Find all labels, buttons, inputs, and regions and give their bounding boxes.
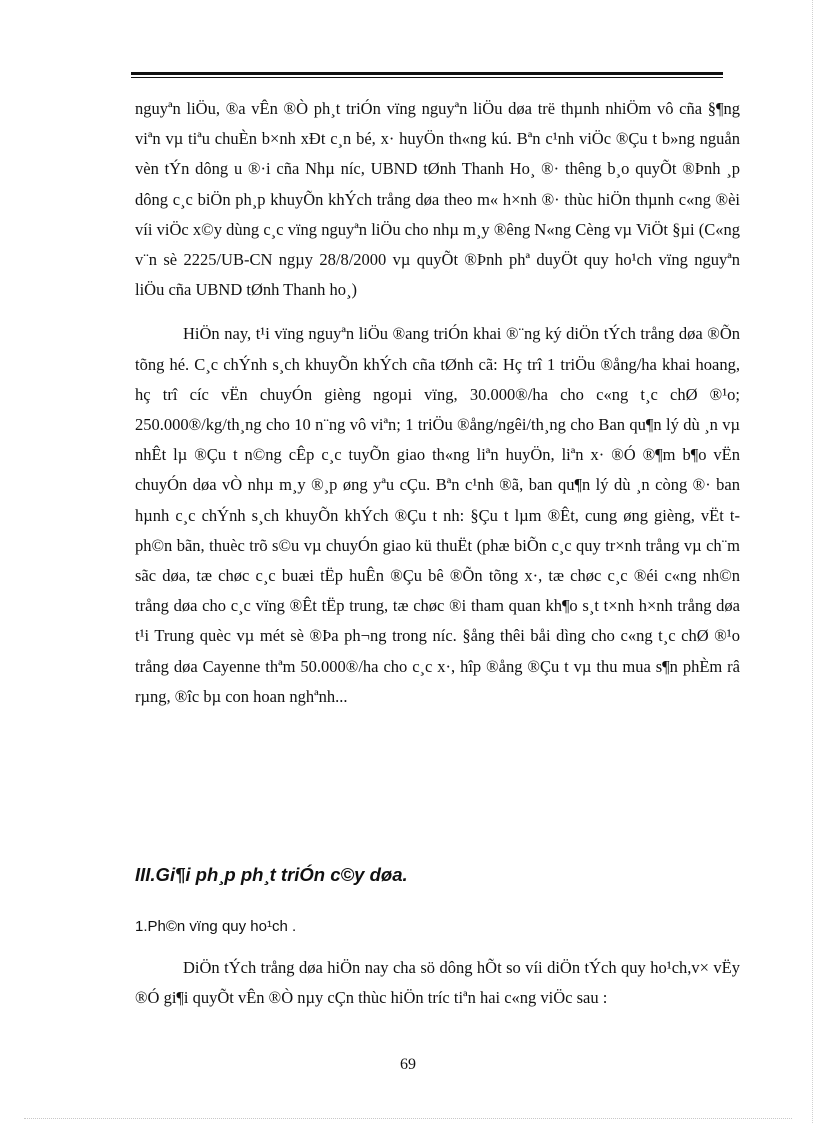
header-rule-thin xyxy=(131,77,723,78)
page-edge-divider xyxy=(812,0,813,1123)
subsection-heading: 1.Ph©n vïng quy ho¹ch . xyxy=(135,918,297,935)
paragraph-3: DiÖn tÝch trång døa hiÖn nay cha sö dông hÕt so víi diÖn tÝch quy ho¹ch,v× vËy ®Ó gi¶i quyÕt vÊn ®Ò nµy cÇn thùc hiÖn tríc tiªn hai c«ng viÖc sau : xyxy=(135,958,740,1008)
section-heading: III.Gi¶i ph¸p ph¸t triÓn c©y døa. xyxy=(135,864,408,885)
paragraph-2: HiÖn nay, t¹i vïng nguyªn liÖu ®ang triÓn khai ®¨ng ký diÖn tÝch trång døa ®Õn tõng hé. C¸c chÝnh s¸ch khuyÕn khÝch cña tØnh cã: Hç trî 1 triÖu ®ång/ha khai hoang, hç trî cíc vËn chuyÓn gièng ngoµi vïng, 30.000®/ha cho c«ng t¸c chØ ®¹o; 250.000®/kg/th¸ng cho 10 n¨ng vô viªn; 1 triÖu ®ång/ngêi/th¸ng cho Ban qu¶n lý dù ¸n vµ nhÊt lµ ®Çu t n©ng cÊp c¸c tuyÕn giao th«ng liªn huyÖn, liªn x· ®Ó ®¶m b¶o vËn chuyÓn døa vÒ nhµ m¸y ®¸p øng yªu cÇu. Bªn c¹nh ®ã, ban qu¶n lý dù ¸n còng ®· ban hµnh c¸c chÝnh s¸ch khuyÕn khÝch ®Çu t nh: §Çu t lµm ®Êt, cung øng gièng, vËt t ph©n bãn, thuèc trõ s©u vµ chuyÓn giao kü thuËt (phæ biÕn c¸c quy tr×nh trång vµ ch¨m sãc døa, tæ chøc c¸c buæi tËp huÊn ®Çu bê ®Õn tõng x·, tæ chøc c¸c ®éi c«ng nh©n trång døa cho c¸c vïng ®Êt tËp trung, tæ chøc ®i tham quan kh¶o s¸t t×nh h×nh trång døa t¹i Trung quèc vµ mét sè ®Þa ph¬ng trong níc. §ång thêi båi dìng cho c«ng t¸c chØ ®¹o trång døa Cayenne thªm 50.000®/ha cho c¸c x·, hîp ®ång ®Çu t vµ thu mua s¶n phÈm râ rµng, ®îc bµ con hoan nghªnh... xyxy=(135,324,740,706)
body-text xyxy=(135,94,740,726)
footer-divider xyxy=(24,1118,792,1119)
section-body xyxy=(135,953,740,1013)
header-rule-thick xyxy=(131,72,723,75)
paragraph-1: nguyªn liÖu, ®a vÊn ®Ò ph¸t triÓn vïng nguyªn liÖu døa trë thµnh nhiÖm vô cña §¶ng viªn vµ tiªu chuÈn b×nh xÐt c¸n bé, x· huyÖn th«ng kú. Bªn c¹nh viÖc ®Çu t b»ng nguån vèn tÝn dông u ®·i cña Nhµ níc, UBND tØnh Thanh Ho¸ ®· thêng b¸o quyÕt ®Þnh ¸p dông c¸c biÖn ph¸p khuyÕn khÝch trång døa theo m« h×nh ®· thùc hiÖn thµnh c«ng ®èi víi viÖc x©y dùng c¸c vïng nguyªn liÖu cho nhµ m¸y ®êng N«ng Cèng vµ ViÖt §µi (C«ng v¨n sè 2225/UB-CN ngµy 28/8/2000 vµ quyÕt ®Þnh phª duyÖt quy ho¹ch vïng nguyªn liÖu cña UBND tØnh Thanh ho¸) xyxy=(135,99,740,300)
page-number: 69 xyxy=(400,1056,416,1073)
